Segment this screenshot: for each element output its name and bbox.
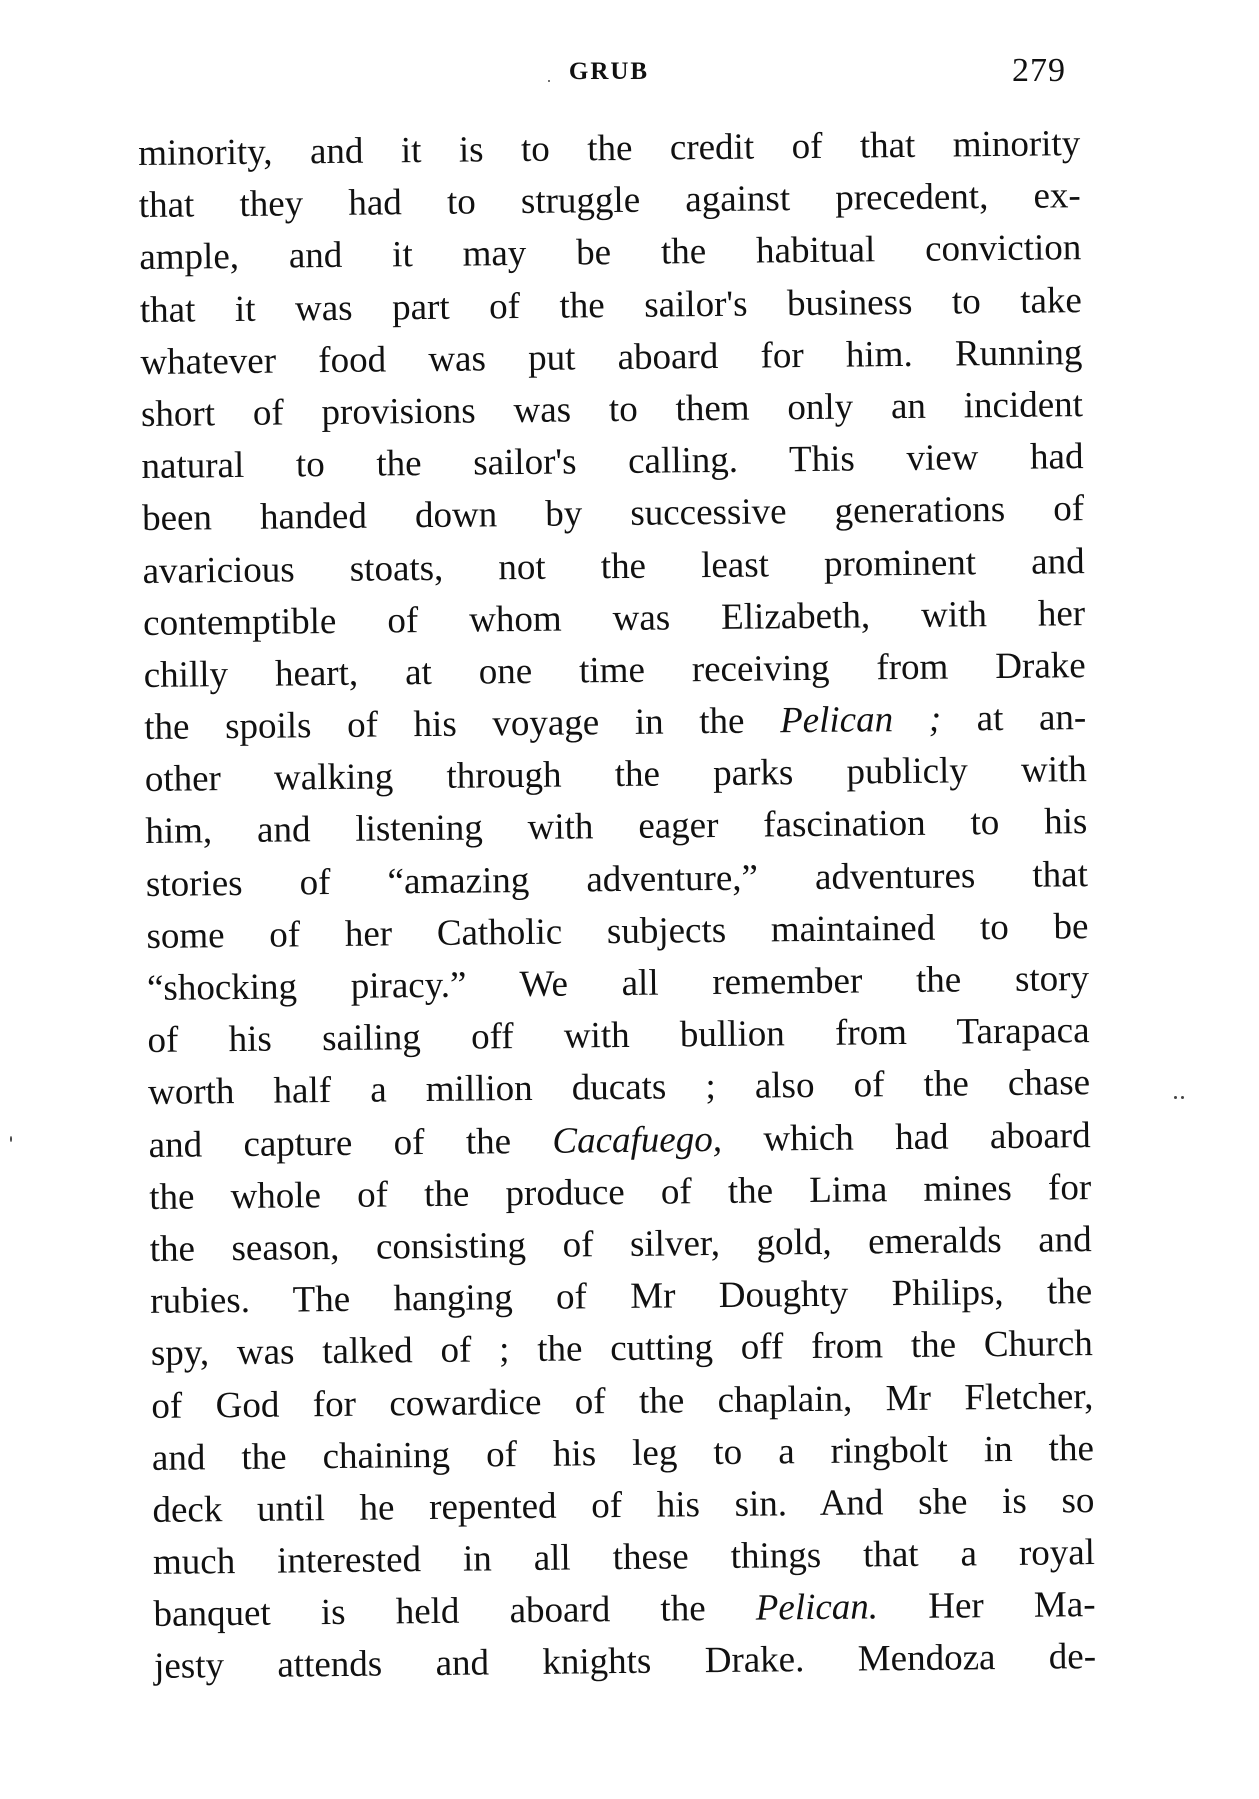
text-line: chilly heart, at one time receiving from Drake: [143, 644, 1086, 696]
text-line: been handed down by successive generations of: [141, 488, 1085, 540]
italic-ship-name: Pelican ;: [779, 698, 942, 742]
margin-speck: [1181, 1096, 1184, 1099]
text-line: minority, and it is to the credit of that minority: [138, 123, 1081, 174]
text-line: the whole of the produce of the Lima mines for: [148, 1166, 1092, 1218]
text-line: that they had to struggle against precedent, ex-: [138, 175, 1081, 227]
text-line: the season, consisting of silver, gold, emeralds and: [149, 1219, 1092, 1270]
text-segment: which had aboard: [721, 1114, 1091, 1160]
body-text: [138, 118, 1096, 1693]
text-line: rubies. The hanging of Mr Doughty Philips, the: [150, 1271, 1093, 1323]
text-line: whatever food was put aboard for him. Running: [140, 331, 1083, 383]
running-title: GRUB: [568, 58, 650, 85]
italic-ship-name: Pelican.: [755, 1586, 879, 1629]
text-line: jesty attends and knights Drake. Mendoza de-: [153, 1636, 1097, 1688]
page-number: 279: [1012, 52, 1066, 89]
italic-ship-name: Cacafuego,: [552, 1118, 723, 1162]
text-line: worth half a million ducats ; also of the chase: [147, 1062, 1091, 1114]
text-line: contemptible of whom was Elizabeth, with her: [142, 592, 1086, 644]
text-line: spy, was talked of ; the cutting off from the Church: [150, 1323, 1093, 1375]
text-line: him, and listening with eager fascination to his: [145, 801, 1088, 853]
text-segment: banquet is held aboard the: [153, 1587, 757, 1636]
text-segment: at an-: [940, 697, 1087, 740]
text-line: stories of “amazing adventure,” adventures that: [145, 853, 1089, 905]
text-line: and the chaining of his leg to a ringbolt in the: [151, 1427, 1095, 1479]
text-line: of God for cowardice of the chaplain, Mr Fletcher,: [151, 1375, 1094, 1427]
text-line: that it was part of the sailor's business to take: [139, 279, 1083, 331]
margin-speck: [1174, 1096, 1177, 1099]
running-head: [138, 52, 1080, 102]
text-line: short of provisions was to them only an incident: [140, 384, 1084, 435]
text-line: avaricious stoats, not the least prominent and: [142, 540, 1085, 592]
margin-speck: [548, 80, 550, 82]
text-line: much interested in all these things that a royal: [152, 1532, 1096, 1583]
text-segment: Her Ma-: [877, 1584, 1096, 1628]
text-line: “shocking piracy.” We all remember the story: [146, 958, 1090, 1009]
text-line: deck until he repented of his sin. And she is so: [152, 1479, 1095, 1531]
text-line: natural to the sailor's calling. This view had: [141, 436, 1084, 488]
text-line: other walking through the parks publicly with: [144, 749, 1087, 801]
text-line: of his sailing off with bullion from Tarapaca: [147, 1010, 1090, 1062]
text-line: [148, 1110, 1090, 1172]
text-segment: and capture of the: [148, 1120, 553, 1166]
text-line: some of her Catholic subjects maintained to be: [146, 905, 1089, 957]
text-segment: the spoils of his voyage in the: [144, 700, 781, 749]
margin-speck: [10, 1136, 12, 1142]
text-line: ample, and it may be the habitual conviction: [139, 227, 1082, 279]
